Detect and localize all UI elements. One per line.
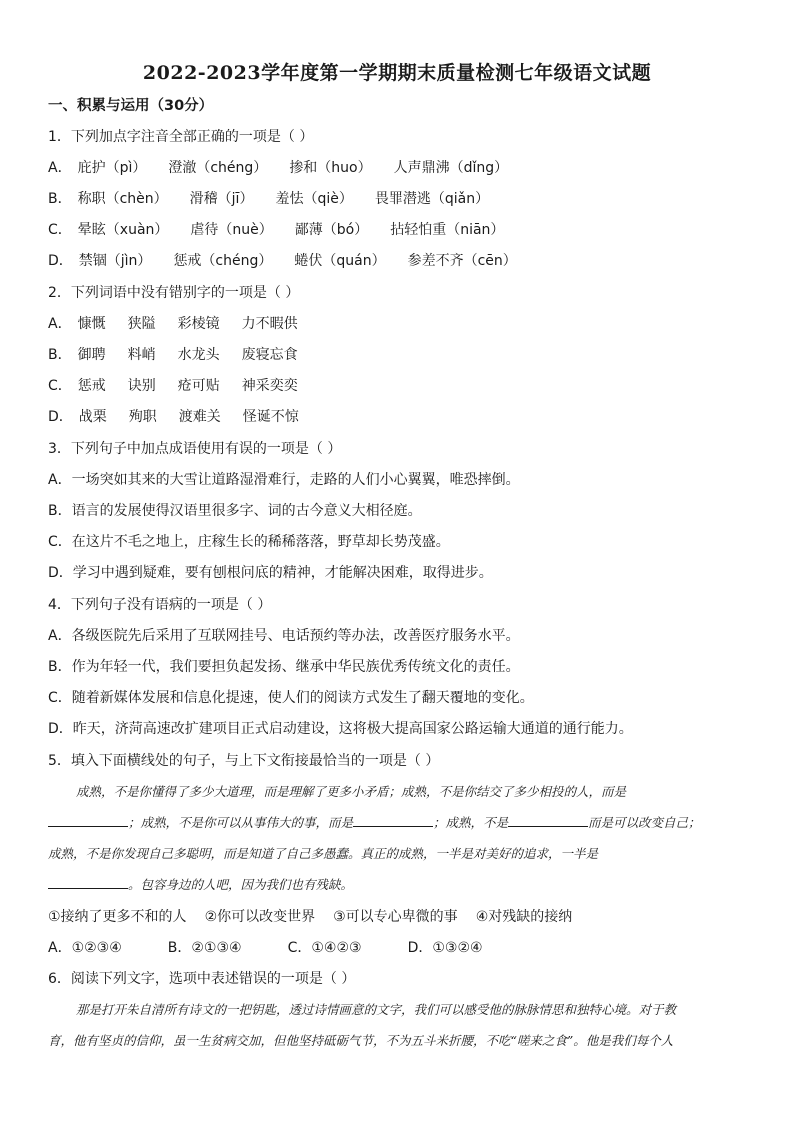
option-label: A． xyxy=(48,160,72,176)
q2-option-a xyxy=(48,314,320,334)
option-item: 参差不齐（cēn） xyxy=(407,253,517,269)
option-item: 诀别 xyxy=(127,378,156,394)
option-label: C． xyxy=(48,222,72,238)
option-item: 怪诞不惊 xyxy=(242,409,299,425)
q6-passage-line-2: 育，他有坚贞的信仰，虽一生贫病交加，但他坚持砥砺气节，不为五斗米折腰，不吃“嗟来之食”。他是我们每个人 xyxy=(48,1033,674,1048)
q2-option-d xyxy=(48,407,321,427)
q5-passage-line-3: 成熟，不是你发现自己多聪明，而是知道了自己多愚蠢。真正的成熟，一半是对美好的追求，一半是 xyxy=(48,846,599,861)
choice-item: ②你可以改变世界 xyxy=(204,909,316,925)
q2-option-c xyxy=(48,376,320,396)
option-item: 拈轻怕重（niān） xyxy=(390,222,505,238)
option-item: 滑稽（jī） xyxy=(189,191,254,207)
passage-text: ；成熟，不是 xyxy=(433,815,509,830)
q6-stem: 6．阅读下列文字，选项中表述错误的一项是（ ） xyxy=(48,971,356,987)
q2-option-b xyxy=(48,345,320,365)
option-item: 力不暇供 xyxy=(241,316,298,332)
option-item: 御聘 xyxy=(77,347,106,363)
q1-option-b xyxy=(48,189,511,209)
blank-line[interactable] xyxy=(353,814,433,827)
q5-passage-line-4 xyxy=(48,875,748,895)
answer-option: B．②①③④ xyxy=(167,940,242,956)
option-label: D． xyxy=(48,409,73,425)
q5-passage-line-1: 成熟，不是你懂得了多少大道理，而是理解了更多小矛盾；成熟，不是你结交了多少相投的人，而是 xyxy=(76,784,627,799)
option-item: 水龙头 xyxy=(177,347,220,363)
option-item: 晕眩（xuàn） xyxy=(77,222,169,238)
answer-option: D．①③②④ xyxy=(407,940,483,956)
option-item: 殉职 xyxy=(128,409,157,425)
option-label: C． xyxy=(48,378,72,394)
option-label: D． xyxy=(48,253,73,269)
option-item: 蜷伏（quán） xyxy=(294,253,386,269)
passage-text: ；成熟，不是你可以从事伟大的事，而是 xyxy=(128,815,354,830)
section-heading: 一、积累与运用（30分） xyxy=(48,98,214,114)
q5-passage-line-2 xyxy=(48,813,748,833)
q6-passage-line-1: 那是打开朱自清所有诗文的一把钥匙，透过诗情画意的文字，我们可以感受他的脉脉情思和独特心境。对于教 xyxy=(76,1002,677,1017)
q4-option-d: D．昨天，济菏高速改扩建项目正式启动建设，这将极大提高国家公路运输大通道的通行能力。 xyxy=(48,721,633,737)
q4-stem: 4．下列句子没有语病的一项是（ ） xyxy=(48,597,272,613)
exam-title: 2022-2023学年度第一学期期末质量检测七年级语文试题 xyxy=(142,62,652,84)
q3-stem: 3．下列句子中加点成语使用有误的一项是（ ） xyxy=(48,441,342,457)
choice-item: ④对残缺的接纳 xyxy=(475,909,573,925)
option-item: 慷慨 xyxy=(77,316,106,332)
option-item: 神采奕奕 xyxy=(241,378,298,394)
q1-option-d xyxy=(48,251,539,271)
answer-option: A．①②③④ xyxy=(48,940,122,956)
option-item: 狭隘 xyxy=(127,316,156,332)
option-item: 鄙薄（bó） xyxy=(294,222,369,238)
q3-option-b: B．语言的发展使得汉语里很多字、词的古今意义大相径庭。 xyxy=(48,503,422,519)
q1-option-c xyxy=(48,220,526,240)
q4-option-a: A．各级医院先后采用了互联网挂号、电话预约等办法，改善医疗服务水平。 xyxy=(48,628,520,644)
option-item: 疮可贴 xyxy=(177,378,220,394)
passage-text: 。包容身边的人吧，因为我们也有残缺。 xyxy=(128,877,354,892)
option-item: 废寝忘食 xyxy=(241,347,298,363)
option-item: 彩棱镜 xyxy=(177,316,220,332)
option-item: 战栗 xyxy=(78,409,107,425)
q5-answers xyxy=(48,938,529,958)
q3-option-d: D．学习中遇到疑难，要有刨根问底的精神，才能解决困难，取得进步。 xyxy=(48,565,493,581)
option-label: A． xyxy=(48,316,72,332)
q3-option-a: A．一场突如其来的大雪让道路湿滑难行，走路的人们小心翼翼，唯恐摔倒。 xyxy=(48,472,520,488)
option-item: 惩戒（chéng） xyxy=(173,253,273,269)
answer-option: C．①④②③ xyxy=(287,940,362,956)
q1-stem: 1．下列加点字注音全部正确的一项是（ ） xyxy=(48,129,314,145)
option-item: 羞怯（qiè） xyxy=(275,191,353,207)
option-item: 料峭 xyxy=(127,347,156,363)
q5-stem: 5．填入下面横线处的句子，与上下文衔接最恰当的一项是（ ） xyxy=(48,753,440,769)
option-label: B． xyxy=(48,347,72,363)
option-item: 虐待（nuè） xyxy=(190,222,273,238)
option-item: 禁锢（jìn） xyxy=(78,253,152,269)
q2-stem: 2．下列词语中没有错别字的一项是（ ） xyxy=(48,285,300,301)
blank-line[interactable] xyxy=(508,814,588,827)
blank-line[interactable] xyxy=(48,876,128,889)
q3-option-c: C．在这片不毛之地上，庄稼生长的稀稀落落，野草却长势茂盛。 xyxy=(48,534,450,550)
option-item: 澄澈（chéng） xyxy=(168,160,268,176)
option-label: B． xyxy=(48,191,72,207)
choice-item: ①接纳了更多不和的人 xyxy=(48,909,187,925)
option-item: 渡难关 xyxy=(178,409,221,425)
option-item: 畏罪潜逃（qiǎn） xyxy=(374,191,490,207)
option-item: 人声鼎沸（dǐng） xyxy=(393,160,509,176)
option-item: 掺和（huo） xyxy=(289,160,372,176)
option-item: 称职（chèn） xyxy=(77,191,168,207)
choice-item: ③可以专心卑微的事 xyxy=(333,909,458,925)
q1-option-a xyxy=(48,158,530,178)
blank-line[interactable] xyxy=(48,814,128,827)
q4-option-c: C．随着新媒体发展和信息化提速，使人们的阅读方式发生了翻天覆地的变化。 xyxy=(48,690,534,706)
passage-text: 而是可以改变自己； xyxy=(588,815,701,830)
option-item: 惩戒 xyxy=(77,378,106,394)
q4-option-b: B．作为年轻一代，我们要担负起发扬、继承中华民族优秀传统文化的责任。 xyxy=(48,659,520,675)
option-item: 庇护（pì） xyxy=(77,160,147,176)
q5-choices xyxy=(48,907,590,927)
